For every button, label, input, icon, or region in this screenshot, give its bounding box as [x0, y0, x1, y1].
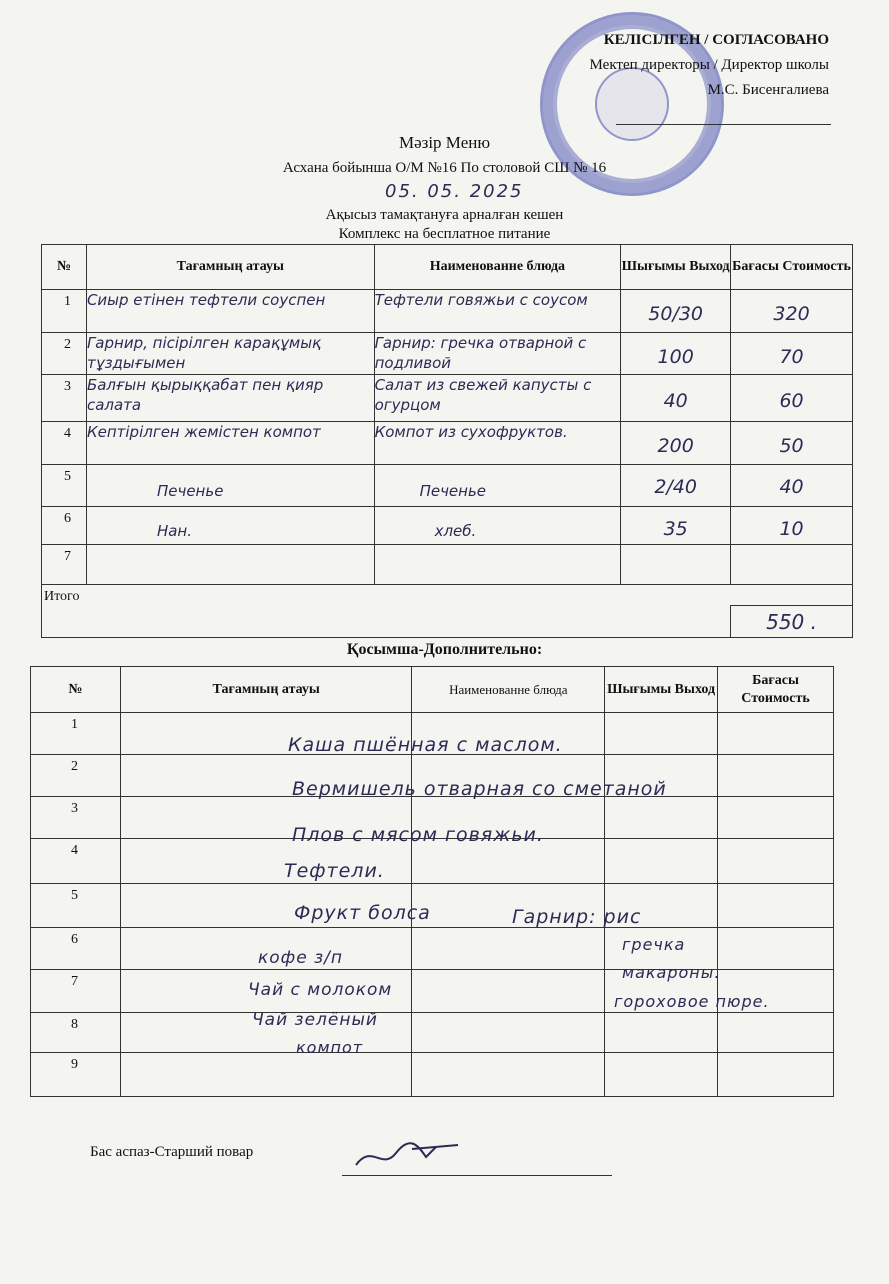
dish-output: 200 [621, 422, 731, 465]
header-output: Шығымы Выход [621, 245, 731, 290]
row-num: 1 [42, 290, 87, 333]
chief-cook-label: Бас аспаз-Старший повар [90, 1144, 254, 1160]
dish-output: 40 [621, 375, 731, 422]
dish-name-ru [374, 545, 621, 585]
header-cost: Бағасы Стоимость [731, 245, 853, 290]
row-num: 5 [42, 465, 87, 507]
row-num: 8 [31, 1013, 121, 1053]
dish-cost: 320 [731, 290, 853, 333]
additional-table-header [31, 667, 834, 713]
dish-output: 100 [621, 333, 731, 375]
dish-name-ru: Компот из сухофруктов. [374, 422, 621, 465]
row-num: 4 [31, 839, 121, 884]
add-header-output: Шығымы Выход [605, 667, 718, 713]
dish-name-kz: Нан. [86, 507, 374, 545]
table-row [42, 333, 853, 375]
dish-cost [731, 545, 853, 585]
table-row [31, 1053, 834, 1097]
additional-item: Вермишель отварная со сметаной [292, 778, 667, 800]
dish-name-kz: Кептірілген жемістен компот [86, 422, 374, 465]
additional-item: кофе з/п [258, 948, 343, 968]
additional-menu-table [30, 666, 834, 1097]
header-name-kz: Тағамның атауы [86, 245, 374, 290]
approval-position: Мектеп директоры / Директор школы [589, 57, 829, 73]
header-name-ru: Наименованне блюда [374, 245, 621, 290]
add-header-name-kz: Тағамның атауы [120, 667, 412, 713]
main-table-header [42, 245, 853, 290]
row-num: 3 [42, 375, 87, 422]
complex-kz: Ақысыз тамақтануға арналған кешен [325, 207, 564, 223]
dish-output [621, 545, 731, 585]
chief-signature [352, 1135, 462, 1180]
menu-title: Мәзір Меню [398, 133, 491, 152]
additional-item: Каша пшённая с маслом. [288, 734, 563, 756]
dish-name-ru: Тефтели говяжьи с соусом [374, 290, 621, 333]
row-num: 3 [31, 797, 121, 839]
dish-cost: 70 [731, 333, 853, 375]
signature-icon [352, 1135, 462, 1175]
additional-item: Фрукт болса [294, 902, 431, 924]
additional-item: гречка [622, 935, 686, 954]
additional-item: гороховое пюре. [614, 992, 770, 1011]
dish-name-ru: Печенье [374, 465, 621, 507]
dish-name-kz [86, 545, 374, 585]
additional-title: Қосымша-Дополнительно: [346, 641, 543, 658]
dish-name-ru: Гарнир: гречка отварной с подливой [374, 333, 621, 375]
dish-name-kz: Гарнир, пісірілген карақұмық тұздығымен [86, 333, 374, 375]
add-header-cost: Бағасы Стоимость [718, 667, 834, 713]
row-num: 7 [42, 545, 87, 585]
dish-name-ru: Салат из свежей капусты с огурцом [374, 375, 621, 422]
total-row [42, 585, 853, 606]
table-row [42, 375, 853, 422]
dish-cost: 40 [731, 465, 853, 507]
dish-name-kz: Печенье [86, 465, 374, 507]
chief-signature-line [342, 1175, 612, 1176]
additional-item: компот [296, 1038, 364, 1057]
table-row [31, 1013, 834, 1053]
main-menu-table [41, 244, 853, 638]
row-num: 9 [31, 1053, 121, 1097]
row-num: 6 [42, 507, 87, 545]
total-value: 550 . [731, 606, 853, 638]
row-num: 1 [31, 713, 121, 755]
dish-output: 50/30 [621, 290, 731, 333]
dish-output: 35 [621, 507, 731, 545]
row-num: 5 [31, 884, 121, 928]
approval-title: КЕЛІСІЛГЕН / СОГЛАСОВАНО [603, 32, 829, 48]
add-header-name-ru: Наименованне блюда [412, 667, 605, 713]
row-num: 7 [31, 970, 121, 1013]
additional-item: Плов с мясом говяжьи. [292, 824, 544, 846]
additional-item: макароны. [622, 963, 721, 982]
approval-signature-line [616, 124, 831, 125]
row-num: 4 [42, 422, 87, 465]
additional-item: Чай зелёный [252, 1010, 378, 1030]
dish-name-kz: Балғын қырыққабат пен қияр салата [86, 375, 374, 422]
table-row [42, 290, 853, 333]
table-row [42, 465, 853, 507]
table-row [42, 545, 853, 585]
add-header-num: № [31, 667, 121, 713]
additional-item: Гарнир: рис [512, 906, 642, 928]
table-row [42, 507, 853, 545]
total-label: Итого [42, 585, 853, 606]
total-value-row [42, 606, 853, 638]
dish-cost: 60 [731, 375, 853, 422]
dish-cost: 10 [731, 507, 853, 545]
dish-output: 2/40 [621, 465, 731, 507]
dish-name-ru: хлеб. [374, 507, 621, 545]
approval-name: М.С. Бисенгалиева [707, 82, 829, 98]
row-num: 6 [31, 928, 121, 970]
header-num: № [42, 245, 87, 290]
row-num: 2 [42, 333, 87, 375]
dish-name-kz: Сиыр етінен тефтели соуспен [86, 290, 374, 333]
menu-date: 05. 05. 2025 [385, 181, 524, 202]
additional-item: Тефтели. [284, 860, 385, 882]
row-num: 2 [31, 755, 121, 797]
canteen-line: Асхана бойынша О/М №16 По столовой СШ № 16 [282, 160, 607, 176]
complex-ru: Комплекс на бесплатное питание [338, 226, 551, 242]
approval-block [590, 28, 829, 103]
table-row [31, 884, 834, 928]
table-row [42, 422, 853, 465]
additional-item: Чай с молоком [248, 980, 393, 1000]
dish-cost: 50 [731, 422, 853, 465]
